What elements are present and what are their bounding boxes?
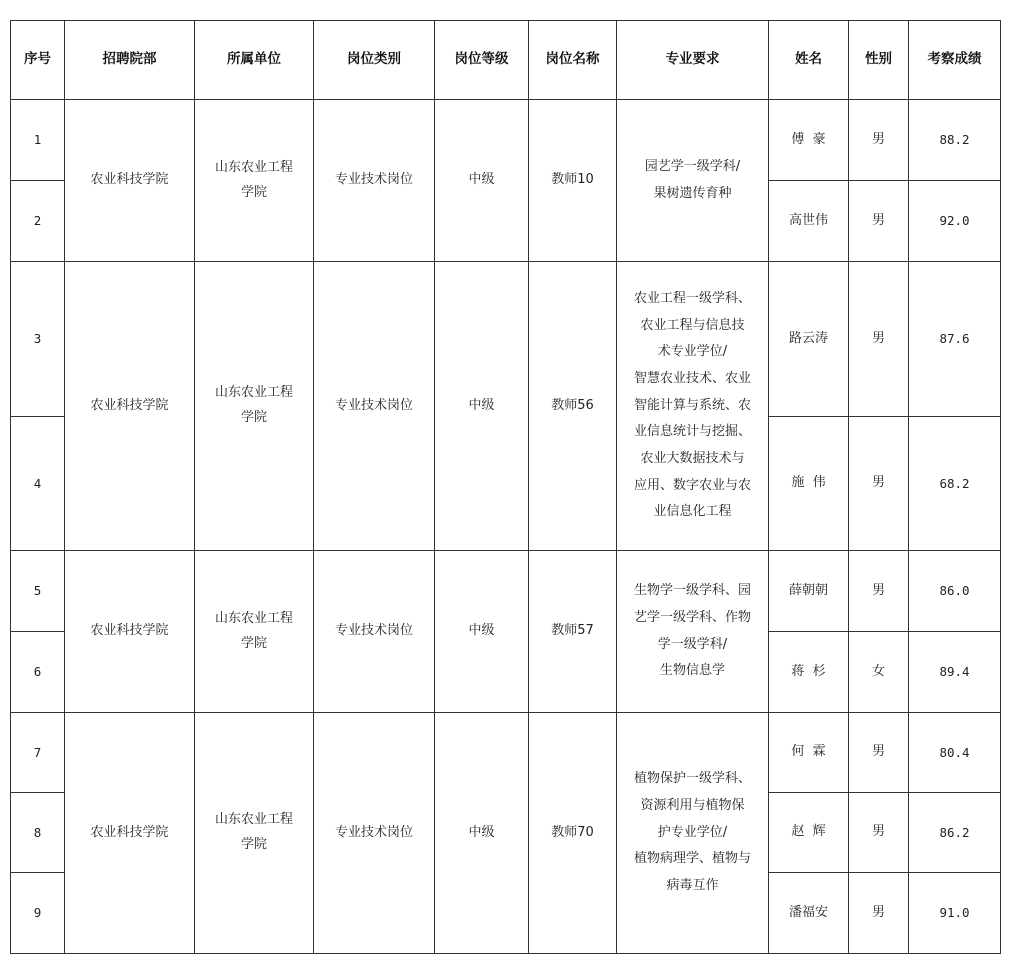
score-cell: 91.0 <box>909 873 1001 954</box>
row-number: 2 <box>11 181 65 262</box>
header-row <box>11 21 1001 100</box>
score-cell: 87.6 <box>909 262 1001 417</box>
name-cell: 蒋 杉 <box>769 632 849 713</box>
header-dept: 招聘院部 <box>65 21 195 100</box>
name-cell: 高世伟 <box>769 181 849 262</box>
level-cell: 中级 <box>435 551 529 713</box>
dept-cell: 农业科技学院 <box>65 262 195 551</box>
score-cell: 80.4 <box>909 713 1001 793</box>
gender-cell: 男 <box>849 262 909 417</box>
gender-cell: 男 <box>849 793 909 873</box>
requirement-cell: 农业工程一级学科、 农业工程与信息技 术专业学位/ 智慧农业技术、农业 智能计算与系统、农 业信息统计与挖掘、 农业大数据技术与 应用、数字农业与农 业信息化工程 <box>617 262 769 551</box>
level-cell: 中级 <box>435 262 529 551</box>
score-cell: 92.0 <box>909 181 1001 262</box>
unit-cell: 山东农业工程 学院 <box>195 551 314 713</box>
name-cell: 何 霖 <box>769 713 849 793</box>
gender-cell: 男 <box>849 713 909 793</box>
score-cell: 88.2 <box>909 100 1001 181</box>
category-cell: 专业技术岗位 <box>314 551 435 713</box>
header-requirement: 专业要求 <box>617 21 769 100</box>
level-cell: 中级 <box>435 100 529 262</box>
gender-cell: 男 <box>849 417 909 551</box>
score-cell: 86.0 <box>909 551 1001 632</box>
table-row <box>11 262 1001 417</box>
name-cell: 薛朝朝 <box>769 551 849 632</box>
level-cell: 中级 <box>435 713 529 954</box>
row-number: 6 <box>11 632 65 713</box>
header-level: 岗位等级 <box>435 21 529 100</box>
unit-cell: 山东农业工程 学院 <box>195 262 314 551</box>
category-cell: 专业技术岗位 <box>314 713 435 954</box>
name-cell: 路云涛 <box>769 262 849 417</box>
category-cell: 专业技术岗位 <box>314 262 435 551</box>
name-cell: 潘福安 <box>769 873 849 954</box>
requirement-cell: 生物学一级学科、园 艺学一级学科、作物 学一级学科/ 生物信息学 <box>617 551 769 713</box>
table-row <box>11 551 1001 632</box>
header-name: 姓名 <box>769 21 849 100</box>
name-cell: 施 伟 <box>769 417 849 551</box>
row-number: 5 <box>11 551 65 632</box>
category-cell: 专业技术岗位 <box>314 100 435 262</box>
table-row <box>11 713 1001 793</box>
post-cell: 教师57 <box>529 551 617 713</box>
requirement-cell: 植物保护一级学科、 资源利用与植物保 护专业学位/ 植物病理学、植物与 病毒互作 <box>617 713 769 954</box>
name-cell: 傅 豪 <box>769 100 849 181</box>
header-score: 考察成绩 <box>909 21 1001 100</box>
row-number: 8 <box>11 793 65 873</box>
header-category: 岗位类别 <box>314 21 435 100</box>
unit-cell: 山东农业工程 学院 <box>195 100 314 262</box>
row-number: 1 <box>11 100 65 181</box>
table-row <box>11 100 1001 181</box>
score-cell: 89.4 <box>909 632 1001 713</box>
requirement-cell: 园艺学一级学科/ 果树遗传育种 <box>617 100 769 262</box>
score-cell: 68.2 <box>909 417 1001 551</box>
gender-cell: 女 <box>849 632 909 713</box>
header-post: 岗位名称 <box>529 21 617 100</box>
dept-cell: 农业科技学院 <box>65 100 195 262</box>
row-number: 4 <box>11 417 65 551</box>
gender-cell: 男 <box>849 100 909 181</box>
gender-cell: 男 <box>849 181 909 262</box>
header-unit: 所属单位 <box>195 21 314 100</box>
row-number: 3 <box>11 262 65 417</box>
name-cell: 赵 辉 <box>769 793 849 873</box>
gender-cell: 男 <box>849 873 909 954</box>
dept-cell: 农业科技学院 <box>65 713 195 954</box>
header-gender: 性别 <box>849 21 909 100</box>
results-table <box>10 20 1001 954</box>
dept-cell: 农业科技学院 <box>65 551 195 713</box>
row-number: 9 <box>11 873 65 954</box>
gender-cell: 男 <box>849 551 909 632</box>
post-cell: 教师70 <box>529 713 617 954</box>
unit-cell: 山东农业工程 学院 <box>195 713 314 954</box>
row-number: 7 <box>11 713 65 793</box>
header-no: 序号 <box>11 21 65 100</box>
score-cell: 86.2 <box>909 793 1001 873</box>
post-cell: 教师10 <box>529 100 617 262</box>
post-cell: 教师56 <box>529 262 617 551</box>
